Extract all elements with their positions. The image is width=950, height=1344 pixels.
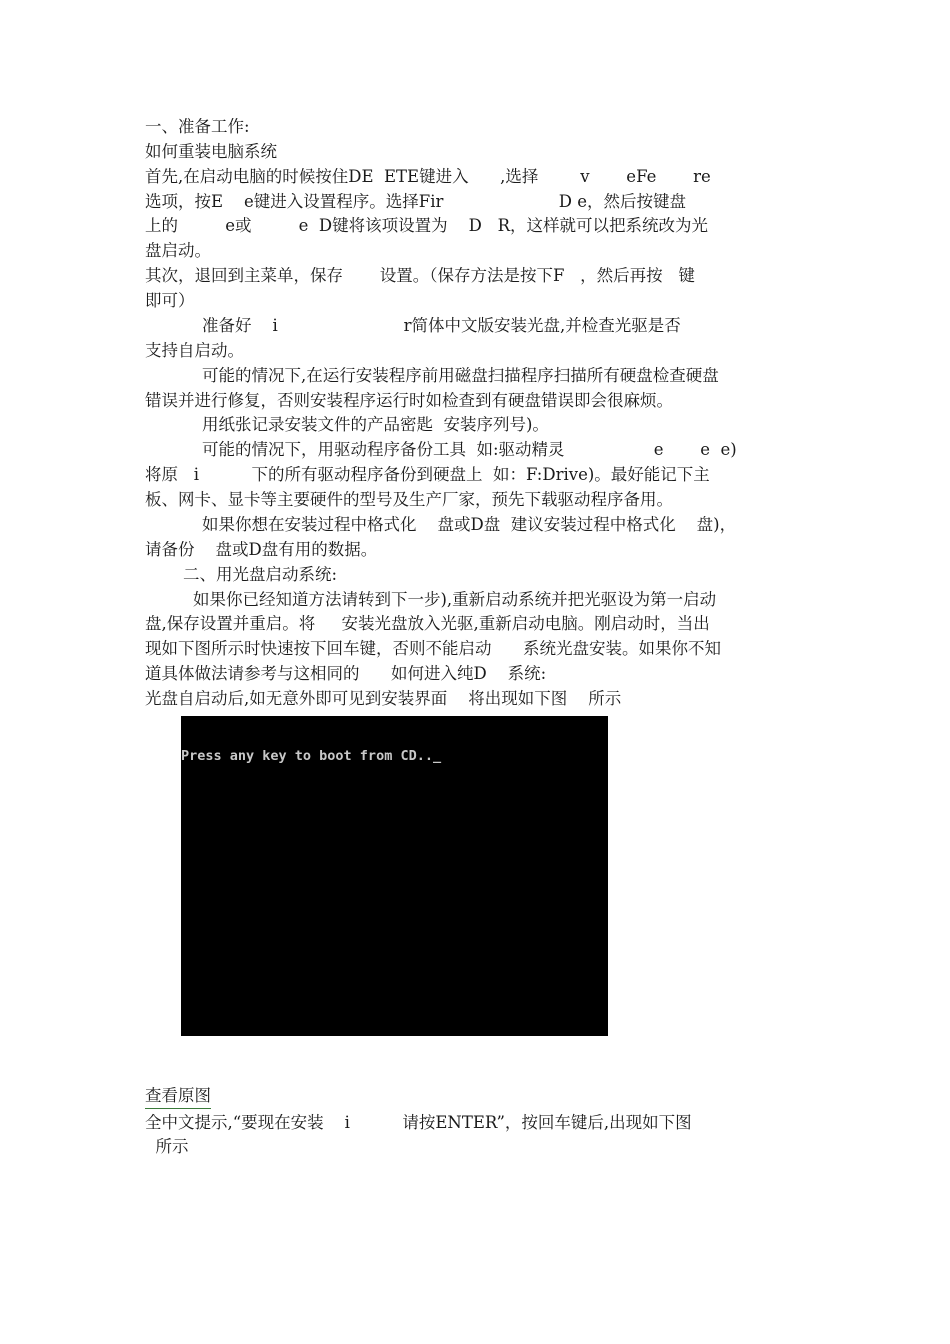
paragraph-line: 全中文提示,“要现在安装 i 请按ENTER”，按回车键后,出现如下图 [145, 1113, 692, 1132]
paragraph-line: 现如下图所示时快速按下回车键，否则不能启动 系统光盘安装。如果你不知 [145, 639, 721, 658]
doc-title: 如何重装电脑系统 [145, 142, 277, 161]
boot-screen-image [181, 716, 608, 1036]
boot-prompt-text: Press any key to boot from CD.._ [181, 748, 442, 764]
view-original-link[interactable]: 查看原图 [145, 1084, 211, 1109]
paragraph-line: 所示 [145, 1137, 189, 1156]
paragraph-line: 如果你想在安装过程中格式化 盘或D盘 建议安装过程中格式化 盘)， [202, 515, 737, 534]
paragraph-line: 用纸张记录安装文件的产品密匙 安装序列号)。 [202, 415, 549, 434]
paragraph-line: 将原 i 下的所有驱动程序备份到硬盘上 如：F:Drive)。最好能记下主 [145, 465, 710, 484]
paragraph-line: 选项，按E e键进入设置程序。选择Fir D e，然后按键盘 [145, 192, 687, 211]
paragraph-line: 上的 e或 e D键将该项设置为 D R，这样就可以把系统改为光 [145, 216, 709, 235]
paragraph-line: 首先,在启动电脑的时候按住DE ETE键进入 ,选择 v eFe re [145, 167, 711, 186]
section-heading-boot: 二、用光盘启动系统: [183, 565, 338, 584]
paragraph-line: 光盘自启动后,如无意外即可见到安装界面 将出现如下图 所示 [145, 689, 622, 708]
paragraph-line: 可能的情况下,在运行安装程序前用磁盘扫描程序扫描所有硬盘检查硬盘 [202, 366, 719, 385]
paragraph-line: 请备份 盘或D盘有用的数据。 [145, 540, 378, 559]
paragraph-line: 盘启动。 [145, 241, 211, 260]
paragraph-line: 如果你已经知道方法请转到下一步),重新启动系统并把光驱设为第一启动 [193, 590, 717, 609]
paragraph-line: 板、网卡、显卡等主要硬件的型号及生产厂家，预先下载驱动程序备用。 [145, 490, 673, 509]
paragraph-line: 其次，退回到主菜单，保存 设置。（保存方法是按下F ，然后再按 键 [145, 266, 695, 285]
paragraph-line: 盘,保存设置并重启。将 安装光盘放入光驱,重新启动电脑。刚启动时，当出 [145, 614, 710, 633]
section-heading-prep: 一、准备工作: [145, 117, 250, 136]
paragraph-line: 即可） [145, 291, 195, 310]
paragraph-line: 准备好 i r简体中文版安装光盘,并检查光驱是否 [202, 316, 681, 335]
paragraph-line: 支持自启动。 [145, 341, 244, 360]
paragraph-line: 道具体做法请参考与这相同的 如何进入纯D 系统: [145, 664, 547, 683]
paragraph-line: 错误并进行修复，否则安装程序运行时如检查到有硬盘错误即会很麻烦。 [145, 391, 673, 410]
paragraph-line: 可能的情况下，用驱动程序备份工具 如:驱动精灵 e e e) [202, 440, 737, 459]
